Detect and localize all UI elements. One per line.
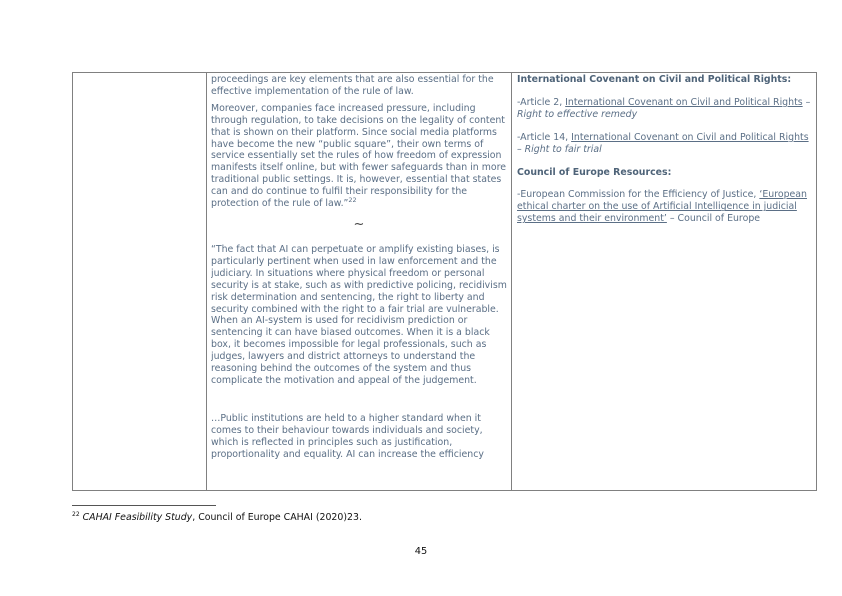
section-separator: ~ xyxy=(353,216,365,232)
resource-item-cepej xyxy=(517,189,813,225)
quotes-cell xyxy=(211,73,507,490)
footnote-rule xyxy=(72,505,216,506)
quote-paragraph-1: proceedings are key elements that are also essential for the effective implementation of the rule of law. xyxy=(211,74,494,97)
resource-prefix: -Article 14, xyxy=(517,131,572,143)
ethical-charter-link[interactable]: ‘European ethical charter on the use of Artificial Intelligence in judicial systems and their environment’ xyxy=(517,189,807,225)
resource-item-article-14 xyxy=(517,132,813,156)
resource-prefix: -European Commission for the Efficiency of Justice, xyxy=(517,189,760,201)
quote-paragraph-3: “The fact that AI can perpetuate or amplify existing biases, is particularly pertinent when used in law enforcement and the judiciary. In situations where physical freedom or personal security is at stake, such as with predictive policing, recidivism risk determination and sentencing, the right to liberty and security combined with the right to a fair trial are vulnerable. When an AI-system is used for recidivism prediction or sentencing it can have biased outcomes. When it is a black box, it becomes impossible for legal professionals, such as judges, lawyers and district attorneys to understand the reasoning behind the outcomes of the system and thus complicate the motivation and appeal of the judgement. xyxy=(211,243,507,386)
quote-paragraph-4: …Public institutions are held to a higher standard when it comes to their behaviour towards individuals and society, which is reflected in principles such as justification, proportionality and equality. AI can increase the efficiency xyxy=(211,412,484,460)
content-table xyxy=(72,72,817,491)
right-name: Right to fair trial xyxy=(524,143,602,155)
resource-prefix: -Article 2, xyxy=(517,96,566,108)
quote-paragraph-2 xyxy=(211,103,507,210)
resources-cell xyxy=(517,73,813,225)
coe-resources-heading: Council of Europe Resources: xyxy=(517,166,672,178)
iccpr-link-article-2[interactable]: International Covenant on Civil and Political Rights xyxy=(565,96,803,108)
iccpr-link-article-14[interactable]: International Covenant on Civil and Political Rights xyxy=(571,131,809,143)
resource-suffix: – Council of Europe xyxy=(666,213,761,225)
resource-dash: – xyxy=(517,143,525,155)
column-divider-2 xyxy=(511,73,512,490)
footnote-title: CAHAI Feasibility Study xyxy=(82,512,193,523)
footnote-rest: , Council of Europe CAHAI (2020)23. xyxy=(192,512,362,523)
page-number: 45 xyxy=(414,546,428,557)
footnote-22 xyxy=(72,512,362,524)
iccpr-heading: International Covenant on Civil and Political Rights: xyxy=(517,74,792,85)
resource-item-article-2 xyxy=(517,97,813,121)
column-divider-1 xyxy=(206,73,207,490)
footnote-ref-22[interactable]: 22 xyxy=(348,195,357,204)
right-name: Right to effective remedy xyxy=(517,108,638,120)
quote-paragraph-2-text: Moreover, companies face increased pressure, including through regulation, to take decisions on the legality of content that is shown on their platform. Since social media platforms have become the new “public square”, their own terms of service essentially set the rules of how freedom of expression manifests itself online, but with fewer safeguards than in more traditional public settings. It is, however, essential that states can and do continue to fulfil their responsibility for the protection of the rule of law.” xyxy=(211,102,506,210)
resource-dash: – xyxy=(802,96,811,108)
footnote-number: 22 xyxy=(72,510,80,518)
